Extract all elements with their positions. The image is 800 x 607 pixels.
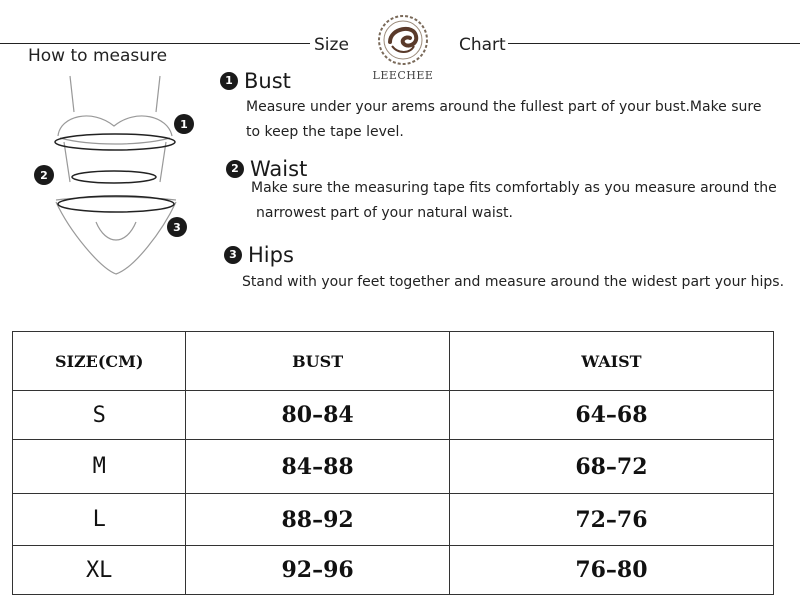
header-bust: BUST: [186, 332, 449, 391]
marker-3-label: 3: [173, 221, 181, 234]
step-number: 3: [224, 246, 242, 264]
step-bust-description: [246, 95, 761, 145]
step-hips: [224, 243, 294, 267]
cell-size: XL: [13, 546, 186, 595]
cell-bust: 88–92: [186, 494, 449, 546]
cell-waist: 72–76: [449, 494, 773, 546]
size-table: [12, 331, 774, 595]
header-rule-right: [508, 43, 800, 44]
table-header-row: [13, 332, 774, 391]
cell-bust: 84–88: [186, 440, 449, 494]
header-rule-left: [0, 43, 310, 44]
table-row: [13, 494, 774, 546]
waist-tape: [72, 171, 156, 183]
header-waist: WAIST: [449, 332, 773, 391]
cell-waist: 68–72: [449, 440, 773, 494]
step-desc-line: to keep the tape level.: [246, 124, 404, 140]
table-row: [13, 391, 774, 440]
cell-waist: 64–68: [449, 391, 773, 440]
cell-bust: 80–84: [186, 391, 449, 440]
header-size-word: Size: [314, 35, 349, 55]
cell-size: S: [13, 391, 186, 440]
table-row: [13, 546, 774, 595]
header-size: SIZE(CM): [13, 332, 186, 391]
cell-waist: 76–80: [449, 546, 773, 595]
measurement-figure: [30, 72, 200, 282]
cell-bust: 92–96: [186, 546, 449, 595]
step-desc-line: narrowest part of your natural waist.: [256, 205, 513, 221]
marker-1-label: 1: [180, 118, 188, 131]
step-number: 2: [226, 160, 244, 178]
step-hips-description: [242, 270, 784, 295]
cell-size: L: [13, 494, 186, 546]
brand-logo-text: LEECHEE: [372, 69, 434, 82]
step-waist-description: [251, 176, 777, 226]
step-title: Waist: [250, 157, 308, 181]
step-desc-line: Make sure the measuring tape fits comfortably as you measure around the: [251, 180, 777, 196]
marker-2-label: 2: [40, 169, 48, 182]
step-title: Hips: [248, 243, 294, 267]
cell-size: M: [13, 440, 186, 494]
step-desc-line: Measure under your arems around the fullest part of your bust.Make sure: [246, 99, 762, 115]
header-chart-word: Chart: [459, 35, 506, 55]
step-desc-line: Stand with your feet together and measure around the widest part your hips.: [242, 274, 785, 290]
step-bust: [220, 69, 291, 93]
step-number: 1: [220, 72, 238, 90]
how-to-measure-title: How to measure: [28, 46, 168, 66]
bust-tape: [55, 134, 175, 150]
table-row: [13, 440, 774, 494]
hips-tape: [58, 196, 174, 212]
step-title: Bust: [244, 69, 291, 93]
